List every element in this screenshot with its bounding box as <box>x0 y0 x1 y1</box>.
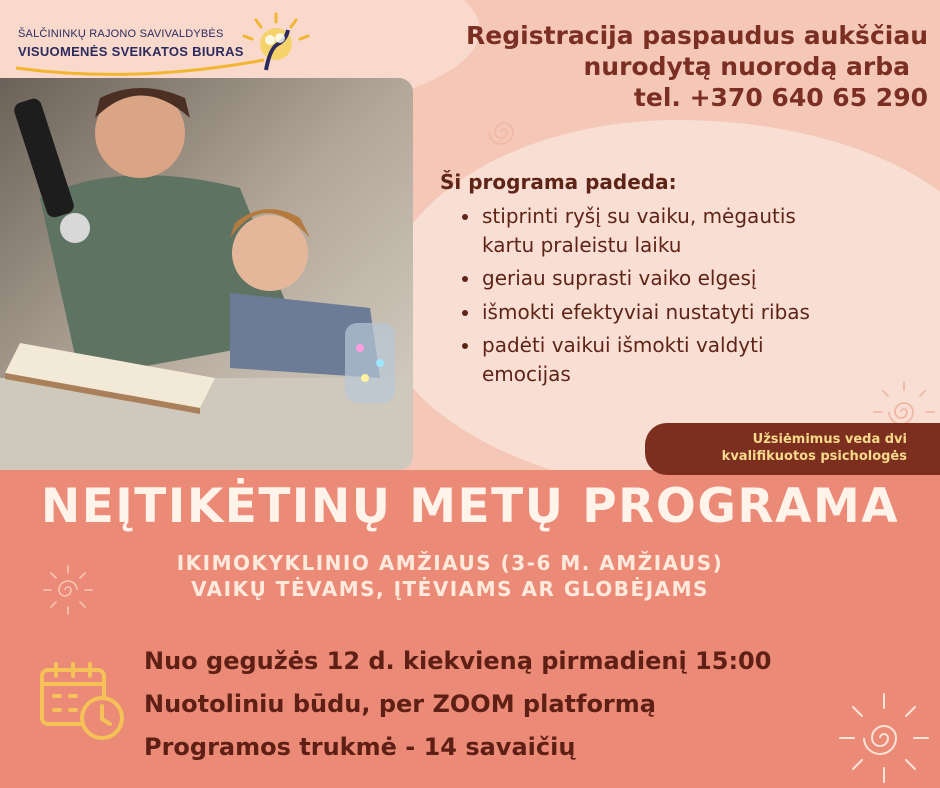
spiral-sun-icon <box>476 104 532 160</box>
list-item <box>440 331 880 388</box>
organization-logo <box>14 10 314 78</box>
logo-text-line1: ŠALČININKŲ RAJONO SAVIVALDYBĖS <box>18 28 224 40</box>
subtitle-line1: IKIMOKYKLINIO AMŽIAUS (3-6 M. AMŽIAUS) <box>176 551 724 575</box>
list-item-text: išmokti efektyviai nustatyti ribas <box>482 299 810 324</box>
list-item-text: padėti vaikui išmokti valdyti <box>482 333 764 357</box>
list-item-text: kartu praleistu laiku <box>482 232 682 257</box>
registration-info <box>388 20 928 113</box>
program-benefits <box>440 168 880 393</box>
list-item <box>440 298 880 327</box>
instructors-badge <box>645 423 940 475</box>
benefits-list <box>440 202 880 388</box>
registration-line2: nurodytą nuorodą arba <box>583 52 910 81</box>
calendar-clock-icon <box>38 662 128 742</box>
logo-swoosh-icon <box>14 54 274 78</box>
sun-logo-icon <box>236 10 316 78</box>
audience-subtitle <box>120 550 780 602</box>
badge-line1: Užsiėmimus veda dvi <box>752 432 907 447</box>
program-details <box>144 640 844 769</box>
schedule-text: Nuo gegužės 12 d. kiekvieną pirmadienį 15:00 <box>144 647 772 675</box>
main-title: NEĮTIKĖTINŲ METŲ PROGRAMA <box>40 479 900 534</box>
list-item-text: geriau suprasti vaiko elgesį <box>482 266 757 290</box>
subtitle-line2: VAIKŲ TĖVAMS, ĮTĖVIAMS AR GLOBĖJAMS <box>191 577 709 601</box>
father-son-reading-photo <box>0 78 413 470</box>
registration-phone: tel. +370 640 65 290 <box>633 83 928 112</box>
badge-line2: kvalifikuotos psichologės <box>721 449 907 464</box>
format-text: Nuotoliniu būdu, per ZOOM platformą <box>144 690 656 718</box>
spiral-sun-icon <box>836 690 932 786</box>
spiral-sun-icon <box>40 562 96 618</box>
registration-line1: Registracija paspaudus aukščiau <box>466 21 928 50</box>
program-title: Ši programa padeda: <box>440 170 677 194</box>
list-item-text: emocijas <box>482 361 571 386</box>
duration-text: Programos trukmė - 14 savaičių <box>144 733 576 761</box>
list-item <box>440 264 880 293</box>
logo-text-line2: VISUOMENĖS SVEIKATOS BIURAS <box>18 44 244 59</box>
list-item <box>440 202 880 259</box>
list-item-text: stiprinti ryšį su vaiku, mėgautis <box>482 204 796 228</box>
